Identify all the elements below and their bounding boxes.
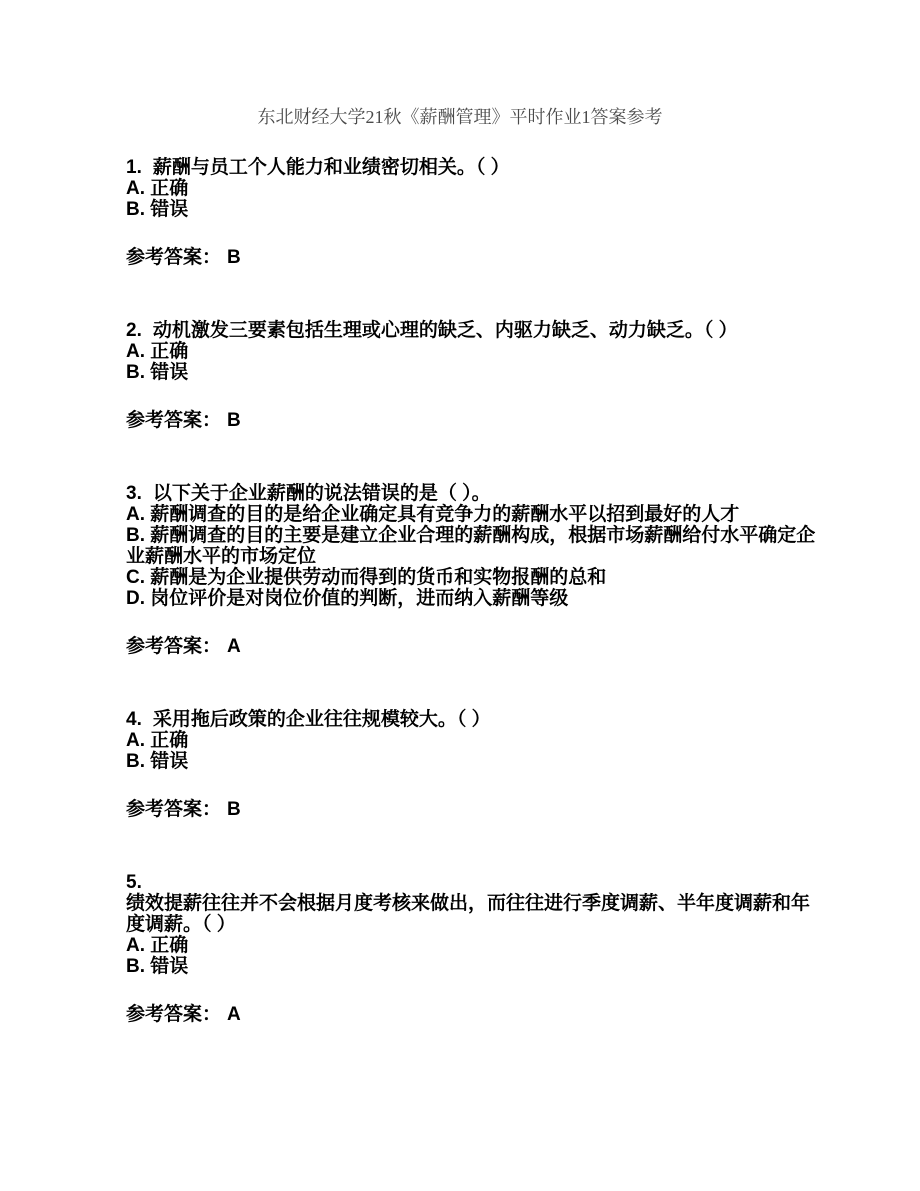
answer-line — [126, 410, 820, 431]
option: C. 薪酬是为企业提供劳动而得到的货币和实物报酬的总和 — [126, 567, 607, 588]
question-text: 动机激发三要素包括生理或心理的缺乏、内驱力缺乏、动力缺乏。（ ） — [152, 320, 738, 341]
question-block-3 — [126, 483, 820, 657]
option: D. 岗位评价是对岗位价值的判断，进而纳入薪酬等级 — [126, 588, 569, 609]
answer-value: A — [227, 1004, 241, 1025]
option: B. 错误 — [126, 956, 189, 977]
document-body — [126, 157, 820, 1077]
question-block-2 — [126, 320, 820, 431]
question-number: 4. — [126, 709, 142, 730]
option: A. 正确 — [126, 341, 189, 362]
question-text: 薪酬与员工个人能力和业绩密切相关。（ ） — [152, 157, 510, 178]
answer-label: 参考答案： — [126, 1004, 222, 1025]
answer-value: B — [227, 410, 241, 431]
answer-label: 参考答案： — [126, 247, 222, 268]
question-block-4 — [126, 709, 820, 820]
question-number: 2. — [126, 320, 142, 341]
question-line — [126, 709, 820, 730]
question-block-5 — [126, 872, 820, 1025]
question-line — [126, 157, 820, 178]
option: A. 正确 — [126, 178, 189, 199]
option: B. 错误 — [126, 751, 189, 772]
question-line — [126, 483, 820, 504]
page-title: 东北财经大学21秋《薪酬管理》平时作业1答案参考 — [257, 107, 663, 127]
option: B. 错误 — [126, 362, 189, 383]
answer-label: 参考答案： — [126, 636, 222, 657]
question-block-1 — [126, 157, 820, 268]
answer-label: 参考答案： — [126, 410, 222, 431]
question-text: 以下关于企业薪酬的说法错误的是（ ）。 — [152, 483, 491, 504]
option: B. 错误 — [126, 199, 189, 220]
option: A. 正确 — [126, 730, 189, 751]
option: B. 薪酬调查的目的主要是建立企业合理的薪酬构成，根据市场薪酬给付水平确定企业薪酬水平的市场定位 — [126, 525, 816, 567]
question-number: 5. — [126, 872, 142, 893]
answer-line — [126, 1004, 820, 1025]
question-text: 绩效提薪往往并不会根据月度考核来做出，而往往进行季度调薪、半年度调薪和年度调薪。（ ） — [126, 893, 811, 935]
question-line — [126, 320, 820, 341]
answer-value: B — [227, 799, 241, 820]
question-number: 1. — [126, 157, 142, 178]
question-number: 3. — [126, 483, 142, 504]
answer-line — [126, 247, 820, 268]
question-text: 采用拖后政策的企业往往规模较大。（ ） — [152, 709, 491, 730]
option: A. 薪酬调查的目的是给企业确定具有竞争力的薪酬水平以招到最好的人才 — [126, 504, 740, 525]
answer-value: A — [227, 636, 241, 657]
answer-line — [126, 636, 820, 657]
answer-label: 参考答案： — [126, 799, 222, 820]
answer-value: B — [227, 247, 241, 268]
question-number-line — [126, 872, 820, 893]
option: A. 正确 — [126, 935, 189, 956]
answer-line — [126, 799, 820, 820]
